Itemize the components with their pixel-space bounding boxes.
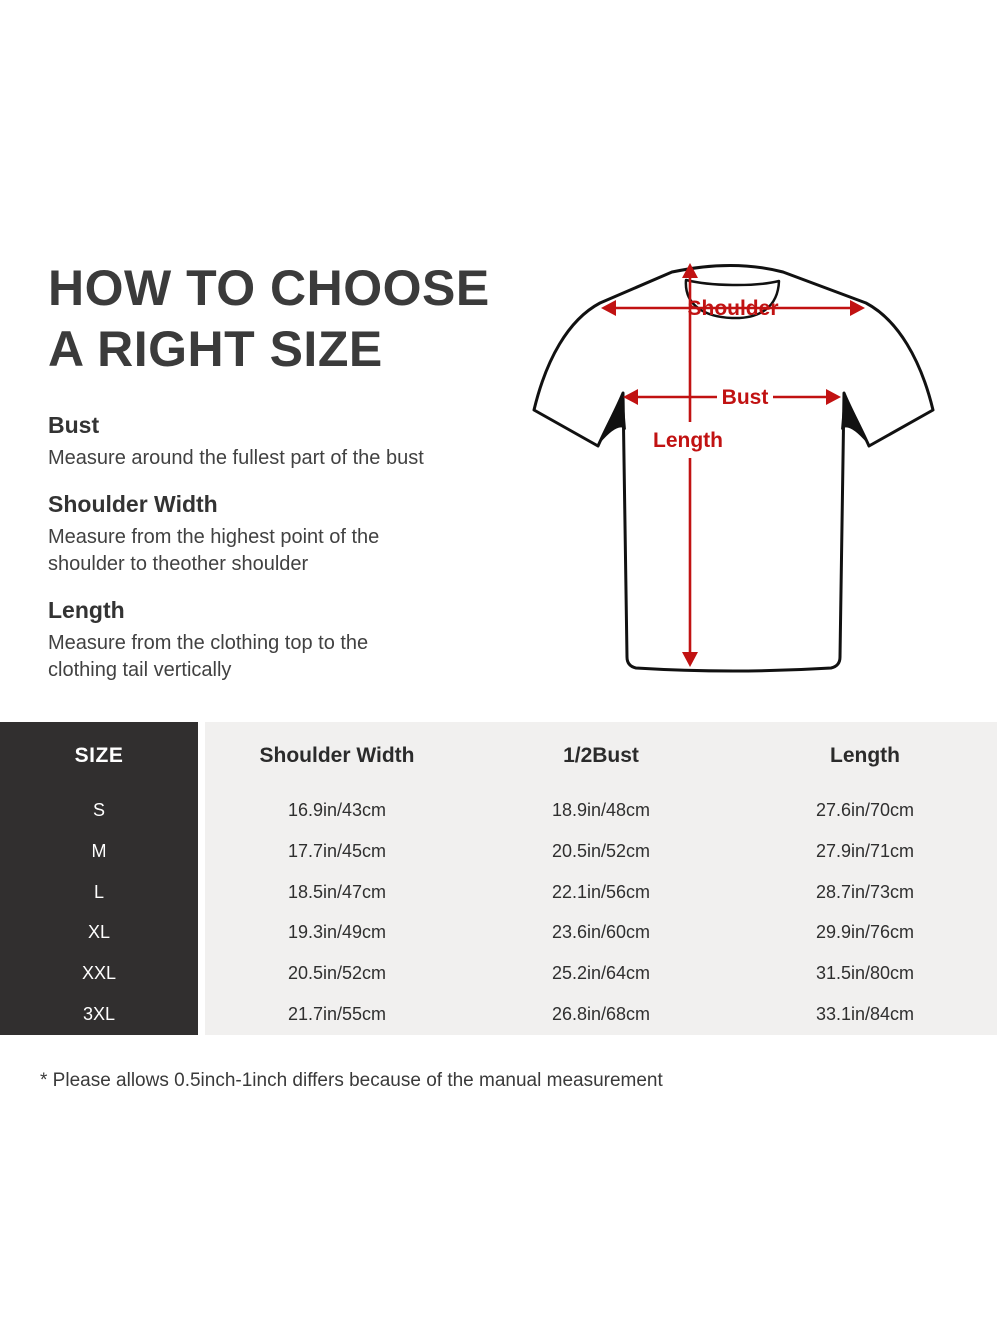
cell-xxl-bust: 25.2in/64cm [551, 963, 651, 984]
cell-xxl-shoulder: 20.5in/52cm [287, 963, 387, 984]
guide-title-bust: Bust [48, 412, 100, 438]
cell-3xl-bust: 26.8in/68cm [551, 1004, 651, 1025]
page-title-line2: A RIGHT SIZE [48, 321, 383, 377]
tshirt-diagram [520, 250, 960, 680]
size-table [0, 722, 997, 1035]
size-label-xl: XL [87, 922, 111, 943]
guide-desc-length-line1: Measure from the clothing top to the [48, 632, 369, 654]
tshirt-outline [534, 266, 933, 672]
guide-desc-bust: Measure around the fullest part of the bust [48, 447, 424, 469]
cell-xl-bust: 23.6in/60cm [551, 922, 651, 943]
cell-m-bust: 20.5in/52cm [551, 840, 651, 861]
table-row-xxl [205, 953, 997, 994]
cell-s-length: 27.6in/70cm [815, 799, 915, 820]
measurement-disclaimer: * Please allows 0.5inch-1inch differs because of the manual measurement [40, 1070, 663, 1091]
guide-item-length [48, 597, 488, 684]
guide-title-length: Length [48, 597, 125, 623]
table-header-row [205, 722, 997, 790]
cell-s-bust: 18.9in/48cm [551, 799, 651, 820]
guide-item-bust [48, 412, 488, 472]
page-title [48, 258, 490, 380]
cell-xl-shoulder: 19.3in/49cm [287, 922, 387, 943]
size-label-s: S [92, 799, 105, 820]
cell-xxl-length: 31.5in/80cm [815, 963, 915, 984]
guide-desc-shoulder-line1: Measure from the highest point of the [48, 526, 380, 548]
table-column-divider [198, 722, 205, 1035]
table-row-l [205, 872, 997, 913]
size-label-xxl: XXL [81, 963, 117, 984]
size-column-header: SIZE [74, 744, 124, 767]
cell-l-bust: 22.1in/56cm [551, 881, 651, 902]
guide-item-shoulder-width [48, 491, 488, 578]
cell-l-shoulder: 18.5in/47cm [287, 881, 387, 902]
guide-desc-length-line2: clothing tail vertically [48, 659, 232, 681]
cell-3xl-length: 33.1in/84cm [815, 1004, 915, 1025]
table-row-s [205, 790, 997, 831]
header-length: Length [830, 744, 900, 767]
size-table-size-column [0, 722, 198, 1035]
cell-m-shoulder: 17.7in/45cm [287, 840, 387, 861]
guide-desc-shoulder-line2: shoulder to theother shoulder [48, 553, 309, 575]
length-arrow-label: Length [653, 429, 723, 452]
table-row-m [205, 831, 997, 872]
cell-xl-length: 29.9in/76cm [815, 922, 915, 943]
guide-title-shoulder-width: Shoulder Width [48, 491, 218, 517]
measure-guide [48, 412, 488, 703]
shoulder-arrow-label: Shoulder [687, 297, 779, 320]
cell-l-length: 28.7in/73cm [815, 881, 915, 902]
cell-s-shoulder: 16.9in/43cm [287, 799, 387, 820]
size-label-l: L [93, 881, 104, 902]
header-half-bust: 1/2Bust [563, 744, 639, 767]
table-row-xl [205, 912, 997, 953]
size-table-measurements [205, 722, 997, 1035]
header-shoulder-width: Shoulder Width [259, 744, 415, 767]
page-title-line1: HOW TO CHOOSE [48, 260, 490, 316]
size-label-m: M [91, 840, 107, 861]
size-label-3xl: 3XL [82, 1004, 116, 1025]
cell-m-length: 27.9in/71cm [815, 840, 915, 861]
cell-3xl-shoulder: 21.7in/55cm [287, 1004, 387, 1025]
bust-arrow-label: Bust [721, 386, 769, 409]
table-row-3xl [205, 994, 997, 1035]
